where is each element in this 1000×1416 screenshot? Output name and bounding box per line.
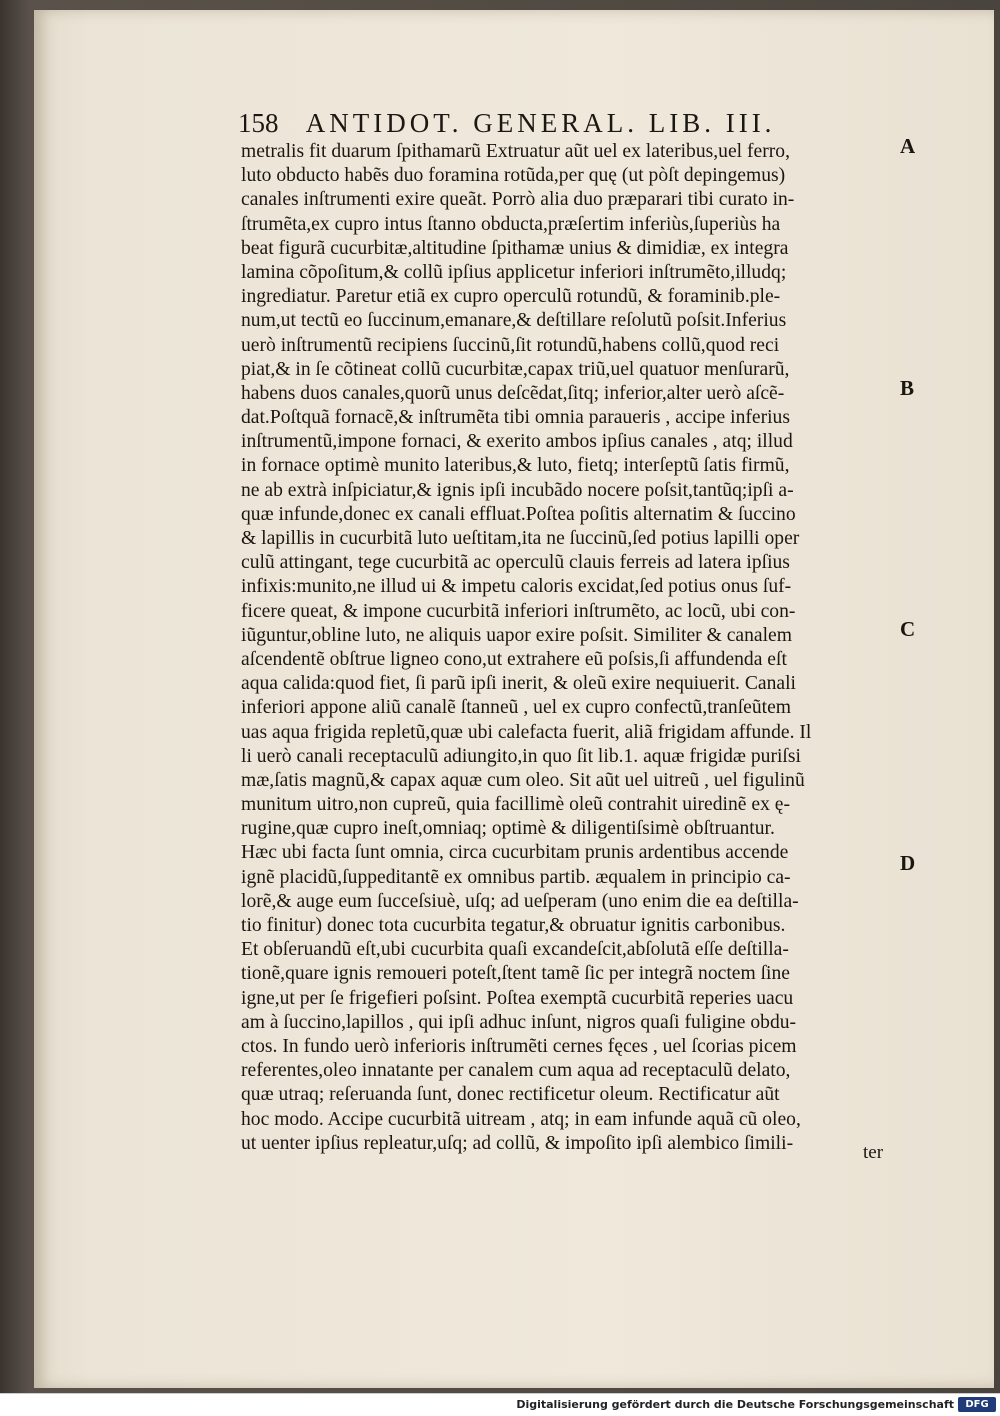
text-line: am à ſuccino,lapillos , qui ipſi adhuc inſunt, nigros quaſi fuligine obdu-	[241, 1011, 797, 1033]
text-line: igne,ut per ſe frigefieri poſsint. Poſtea exemptã cucurbitã reperies uacu	[241, 987, 794, 1009]
text-line: ficere queat, & impone cucurbitã inferiori inſtrumẽto, ac locũ, ubi con-	[241, 600, 796, 622]
text-line: aqua calida:quod fiet, ſi parũ ipſi inerit, & oleũ exire nequiuerit. Canali	[241, 673, 796, 695]
text-line: lorẽ,& auge eum ſucceſsiuè, uſq; ad ueſperam (uno enim die ea deſtilla-	[241, 890, 799, 912]
text-line: ingrediatur. Paretur etiã ex cupro operculũ rotundũ, & foraminib.ple-	[241, 286, 781, 308]
text-line: quæ infunde,donec ex canali effluat.Poſtea poſitis alternatim & ſuccino	[241, 503, 796, 525]
text-line: rugine,quæ cupro ineſt,omniaq; optimè & diligentiſsimè obſtruantur.	[241, 818, 775, 840]
text-line: ut uenter ipſius repleatur,uſq; ad collũ, & impoſito ipſi alembico ſimili-	[241, 1132, 794, 1154]
text-line: ctos. In fundo uerò inferioris inſtrumẽti cernes fęces , uel ſcorias picem	[241, 1035, 797, 1057]
text-line: metralis fit duarum ſpithamarũ Extruatur aũt uel ex lateribus,uel ferro,	[241, 141, 790, 162]
margin-marker-c: C	[900, 617, 916, 641]
text-line: Et obſeruandũ eſt,ubi cucurbita quaſi excandeſcit,abſolutã eſſe deſtilla-	[241, 939, 789, 961]
text-line: in fornace optimè munito lateribus,& luto, fietq; interſeptũ ſatis firmũ,	[241, 455, 790, 477]
catchword: ter	[863, 1142, 884, 1163]
text-line: hoc modo. Accipe cucurbitã uitream , atq; in eam infunde aquã cũ oleo,	[241, 1108, 801, 1130]
text-line: iũguntur,obline luto, ne aliquis uapor exire poſsit. Similiter & canalem	[241, 624, 792, 646]
text-line: ſtrumẽta,ex cupro intus ſtanno obducta,præſertim inferiùs,ſuperiùs ha	[241, 213, 781, 235]
text-line: li uerò canali receptaculũ adiungito,in quo ſit lib.1. aquæ frigidæ puriſsi	[241, 745, 801, 767]
text-line: dat.Poſtquã fornacẽ,& inſtrumẽta tibi omnia paraueris , accipe inferius	[241, 407, 790, 429]
text-line: piat,& in ſe cõtineat collũ cucurbitæ,capax triũ,uel quatuor menſurarũ,	[241, 358, 790, 380]
text-line: referentes,oleo innatante per canalem cum aqua ad receptaculũ delato,	[241, 1060, 791, 1082]
text-line: & lapillis in cucurbitã luto ueſtitam,ita ne ſuccinũ,ſed potius lapilli oper	[241, 528, 800, 549]
text-line: aſcendentẽ obſtrue ligneo cono,ut extrahere eũ poſsis,ſi affundenda eſt	[241, 648, 787, 670]
text-line: tio finitur) donec tota cucurbita tegatur,& obruatur ignitis carbonibus.	[241, 915, 786, 936]
funding-notice: Digitalisierung gefördert durch die Deutsche Forschungsgemeinschaft	[516, 1398, 954, 1411]
dfg-logo: DFG	[958, 1397, 996, 1412]
margin-marker-a: A	[900, 134, 916, 158]
running-title: ANTIDOT. GENERAL. LIB. III.	[305, 108, 776, 138]
text-line: beat figurã cucurbitæ,altitudine ſpithamæ unius & dimidiæ, ex integra	[241, 237, 789, 259]
text-line: lamina cõpoſitum,& collũ ipſius applicetur inferiori inſtrumẽto,illudq;	[241, 261, 787, 283]
text-line: mæ,ſatis magnũ,& capax aquæ cum oleo. Sit aũt uel uitreũ , uel figulinũ	[241, 769, 805, 791]
text-line: Hæc ubi facta ſunt omnia, circa cucurbitam prunis ardentibus accende	[241, 842, 789, 864]
text-line: canales inſtrumenti exire queãt. Porrò alia duo præparari tibi curato in-	[241, 189, 795, 211]
text-line: ignẽ placidũ,ſuppeditantẽ ex omnibus partib. æqualem in principio ca-	[241, 866, 791, 888]
text-line: quæ utraq; reſeruanda ſunt, donec rectificetur oleum. Rectificatur aũt	[241, 1084, 780, 1106]
text-line: ne ab extrà inſpiciatur,& ignis ipſi incubãdo nocere poſsit,tantũq;ipſi a-	[241, 479, 794, 501]
text-line: inſtrumentũ,impone fornaci, & exerito ambos ipſius canales , atq; illud	[241, 431, 793, 453]
page-number: 158	[238, 108, 279, 138]
text-line: munitum uitro,non cupreũ, quia facillimè oleũ contrahit uiredinẽ ex ę-	[241, 794, 790, 816]
main-text-block	[241, 140, 897, 1156]
text-line: luto obducto habẽs duo foramina rotũda,per quę (ut pòſt depingemus)	[241, 165, 786, 187]
text-line: habens duos canales,quorũ unus deſcẽdat,ſitq; inferior,alter uerò aſcẽ-	[241, 382, 785, 404]
margin-marker-d: D	[900, 851, 916, 875]
margin-marker-b: B	[900, 376, 915, 400]
text-line: culũ attingant, tege cucurbitã ac operculũ clauis ferreis ad latera ipſius	[241, 552, 790, 574]
text-line: uerò inſtrumentũ recipiens ſuccinũ,ſit rotundũ,habens collũ,quod reci	[241, 334, 780, 356]
text-line: num,ut tectũ eo ſuccinum,emanare,& deſtillare reſolutũ poſsit.Inferius	[241, 310, 787, 332]
text-line: inferiori appone aliũ canalẽ ſtanneũ , uel ex cupro confectũ,tranſeũtem	[241, 697, 792, 719]
text-line: tionẽ,quare ignis remoueri poteſt,ſtent tamẽ ſic per integrã noctem ſine	[241, 963, 790, 985]
text-line: infixis:munito,ne illud ui & impetu caloris excidat,ſed potius onus ſuf-	[241, 576, 792, 598]
footer-bar	[0, 1393, 1000, 1416]
text-line: uas aqua frigida repletũ,quæ ubi calefacta fuerit, aliã frigidam affunde. Il	[241, 721, 812, 743]
